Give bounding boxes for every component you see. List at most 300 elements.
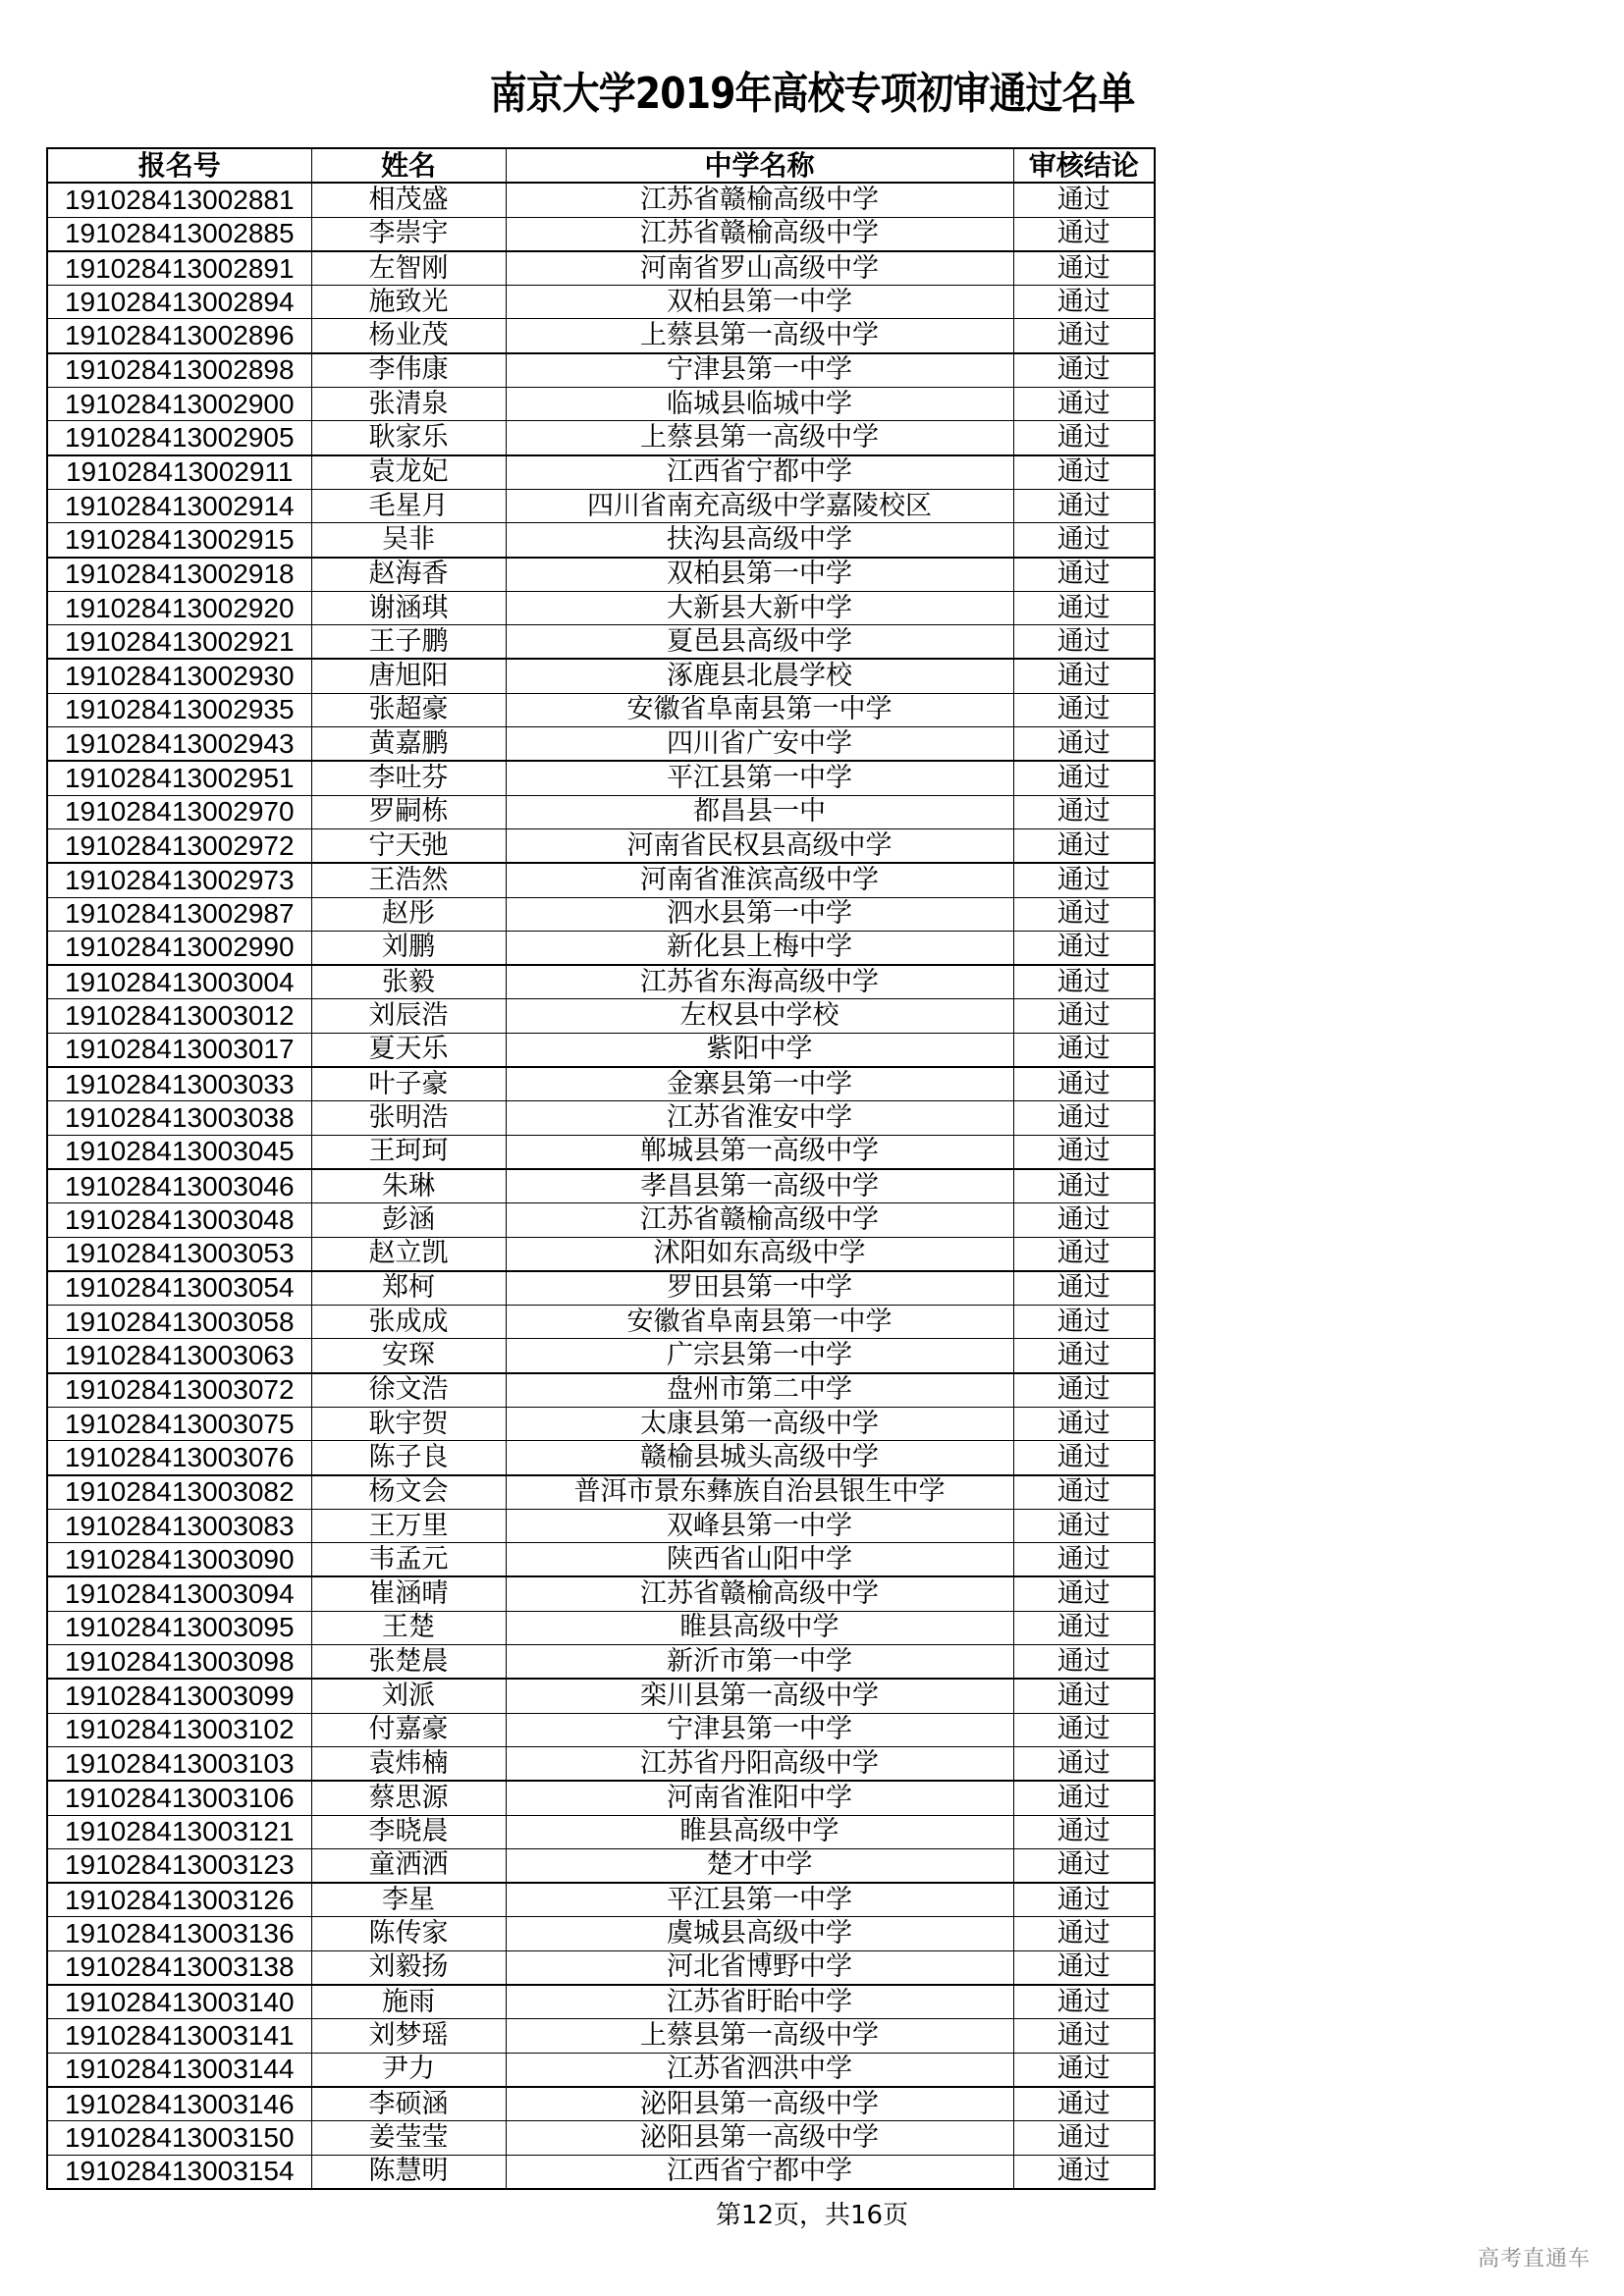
table-row — [47, 251, 1155, 286]
review-result-cell: 通过 — [1013, 1543, 1155, 1577]
review-result-cell: 通过 — [1013, 1373, 1155, 1408]
review-result-cell: 通过 — [1013, 353, 1155, 388]
review-result-cell: 通过 — [1013, 1611, 1155, 1644]
review-result-cell: 通过 — [1013, 523, 1155, 558]
student-name-cell: 蔡思源 — [311, 1781, 506, 1815]
page-number: 第12页，共16页 — [715, 2201, 909, 2230]
table-row — [47, 183, 1155, 217]
registration-number-cell: 191028413002990 — [47, 931, 311, 965]
registration-number-cell: 191028413003012 — [47, 999, 311, 1033]
review-result-cell: 通过 — [1013, 1746, 1155, 1781]
student-name-cell: 赵海香 — [311, 558, 506, 592]
registration-number-cell: 191028413002891 — [47, 251, 311, 286]
registration-number-cell: 191028413003102 — [47, 1713, 311, 1746]
school-name-cell: 都昌县一中 — [506, 795, 1013, 828]
school-name-cell: 江苏省赣榆高级中学 — [506, 217, 1013, 251]
review-result-cell: 通过 — [1013, 2053, 1155, 2087]
student-name-cell: 陈子良 — [311, 1441, 506, 1475]
registration-number-cell: 191028413003045 — [47, 1135, 311, 1169]
header-review-result: 审核结论 — [1013, 148, 1155, 183]
table-row — [47, 1475, 1155, 1510]
student-name-cell: 袁炜楠 — [311, 1746, 506, 1781]
registration-number-cell: 191028413002935 — [47, 693, 311, 726]
student-name-cell: 陈传家 — [311, 1917, 506, 1950]
registration-number-cell: 191028413003098 — [47, 1645, 311, 1680]
table-row — [47, 489, 1155, 522]
student-name-cell: 刘鹏 — [311, 931, 506, 965]
table-row — [47, 727, 1155, 762]
school-name-cell: 安徽省阜南县第一中学 — [506, 1306, 1013, 1339]
review-result-cell: 通过 — [1013, 2019, 1155, 2053]
student-name-cell: 罗嗣栋 — [311, 795, 506, 828]
review-result-cell: 通过 — [1013, 319, 1155, 353]
student-name-cell: 李星 — [311, 1883, 506, 1917]
review-result-cell: 通过 — [1013, 1135, 1155, 1169]
table-row — [47, 421, 1155, 455]
registration-number-cell: 191028413003033 — [47, 1067, 311, 1101]
registration-number-cell: 191028413003017 — [47, 1033, 311, 1067]
table-row — [47, 999, 1155, 1033]
table-row — [47, 1950, 1155, 1985]
review-result-cell: 通过 — [1013, 1203, 1155, 1237]
student-name-cell: 尹力 — [311, 2053, 506, 2087]
student-name-cell: 左智刚 — [311, 251, 506, 286]
student-name-cell: 张楚晨 — [311, 1645, 506, 1680]
student-name-cell: 陈慧明 — [311, 2155, 506, 2189]
school-name-cell: 江苏省淮安中学 — [506, 1101, 1013, 1135]
student-name-cell: 袁龙妃 — [311, 455, 506, 490]
table-row — [47, 353, 1155, 388]
review-result-cell: 通过 — [1013, 1306, 1155, 1339]
school-name-cell: 双柏县第一中学 — [506, 558, 1013, 592]
school-name-cell: 夏邑县高级中学 — [506, 625, 1013, 660]
student-name-cell: 叶子豪 — [311, 1067, 506, 1101]
registration-number-cell: 191028413003103 — [47, 1746, 311, 1781]
review-result-cell: 通过 — [1013, 2121, 1155, 2155]
registration-number-cell: 191028413002898 — [47, 353, 311, 388]
table-row — [47, 1271, 1155, 1306]
school-name-cell: 安徽省阜南县第一中学 — [506, 693, 1013, 726]
registration-number-cell: 191028413003063 — [47, 1339, 311, 1373]
registration-number-cell: 191028413003053 — [47, 1237, 311, 1271]
review-result-cell: 通过 — [1013, 1645, 1155, 1680]
student-name-cell: 朱琳 — [311, 1169, 506, 1203]
table-row — [47, 828, 1155, 863]
registration-number-cell: 191028413002881 — [47, 183, 311, 217]
review-result-cell: 通过 — [1013, 1441, 1155, 1475]
table-row — [47, 1067, 1155, 1101]
review-result-cell: 通过 — [1013, 1475, 1155, 1510]
student-name-cell: 张明浩 — [311, 1101, 506, 1135]
review-result-cell: 通过 — [1013, 999, 1155, 1033]
student-name-cell: 施雨 — [311, 1985, 506, 2019]
review-result-cell: 通过 — [1013, 455, 1155, 490]
table-row — [47, 1543, 1155, 1577]
review-result-cell: 通过 — [1013, 693, 1155, 726]
watermark: 高考直通车 — [1478, 2247, 1592, 2271]
student-name-cell: 王楚 — [311, 1611, 506, 1644]
review-result-cell: 通过 — [1013, 1169, 1155, 1203]
review-result-cell: 通过 — [1013, 1815, 1155, 1848]
review-result-cell: 通过 — [1013, 863, 1155, 897]
registration-number-cell: 191028413002973 — [47, 863, 311, 897]
table-row — [47, 1237, 1155, 1271]
table-row — [47, 1203, 1155, 1237]
student-name-cell: 李崇宇 — [311, 217, 506, 251]
review-result-cell: 通过 — [1013, 1950, 1155, 1985]
table-row — [47, 625, 1155, 660]
student-name-cell: 姜莹莹 — [311, 2121, 506, 2155]
roster-body — [47, 183, 1155, 2189]
review-result-cell: 通过 — [1013, 1101, 1155, 1135]
school-name-cell: 罗田县第一中学 — [506, 1271, 1013, 1306]
review-result-cell: 通过 — [1013, 1339, 1155, 1373]
review-result-cell: 通过 — [1013, 1509, 1155, 1542]
student-name-cell: 吴非 — [311, 523, 506, 558]
registration-number-cell: 191028413003123 — [47, 1848, 311, 1883]
school-name-cell: 紫阳中学 — [506, 1033, 1013, 1067]
table-row — [47, 2087, 1155, 2121]
school-name-cell: 新化县上梅中学 — [506, 931, 1013, 965]
student-name-cell: 赵立凯 — [311, 1237, 506, 1271]
table-row — [47, 1306, 1155, 1339]
school-name-cell: 平江县第一中学 — [506, 1883, 1013, 1917]
table-header-row — [47, 148, 1155, 183]
table-row — [47, 2053, 1155, 2087]
review-result-cell: 通过 — [1013, 1067, 1155, 1101]
table-row — [47, 1033, 1155, 1067]
review-result-cell: 通过 — [1013, 1407, 1155, 1440]
registration-number-cell: 191028413003126 — [47, 1883, 311, 1917]
school-name-cell: 泗水县第一中学 — [506, 897, 1013, 931]
table-row — [47, 761, 1155, 795]
registration-number-cell: 191028413002896 — [47, 319, 311, 353]
student-name-cell: 杨文会 — [311, 1475, 506, 1510]
registration-number-cell: 191028413003048 — [47, 1203, 311, 1237]
table-row — [47, 1611, 1155, 1644]
table-row — [47, 286, 1155, 319]
registration-number-cell: 191028413003046 — [47, 1169, 311, 1203]
review-result-cell: 通过 — [1013, 421, 1155, 455]
table-row — [47, 1169, 1155, 1203]
table-row — [47, 319, 1155, 353]
school-name-cell: 江苏省泗洪中学 — [506, 2053, 1013, 2087]
school-name-cell: 上蔡县第一高级中学 — [506, 421, 1013, 455]
review-result-cell: 通过 — [1013, 286, 1155, 319]
review-result-cell: 通过 — [1013, 217, 1155, 251]
school-name-cell: 四川省广安中学 — [506, 727, 1013, 762]
school-name-cell: 楚才中学 — [506, 1848, 1013, 1883]
student-name-cell: 王浩然 — [311, 863, 506, 897]
school-name-cell: 新沂市第一中学 — [506, 1645, 1013, 1680]
review-result-cell: 通过 — [1013, 1917, 1155, 1950]
table-row — [47, 217, 1155, 251]
student-name-cell: 韦孟元 — [311, 1543, 506, 1577]
student-name-cell: 唐旭阳 — [311, 659, 506, 693]
school-name-cell: 河南省淮滨高级中学 — [506, 863, 1013, 897]
review-result-cell: 通过 — [1013, 1576, 1155, 1611]
school-name-cell: 涿鹿县北晨学校 — [506, 659, 1013, 693]
school-name-cell: 江苏省丹阳高级中学 — [506, 1746, 1013, 1781]
school-name-cell: 江苏省盱眙中学 — [506, 1985, 1013, 2019]
school-name-cell: 四川省南充高级中学嘉陵校区 — [506, 489, 1013, 522]
table-row — [47, 1509, 1155, 1542]
student-name-cell: 徐文浩 — [311, 1373, 506, 1408]
table-row — [47, 1101, 1155, 1135]
student-name-cell: 刘毅扬 — [311, 1950, 506, 1985]
table-row — [47, 659, 1155, 693]
student-name-cell: 谢涵琪 — [311, 591, 506, 624]
registration-number-cell: 191028413003146 — [47, 2087, 311, 2121]
student-name-cell: 赵彤 — [311, 897, 506, 931]
school-name-cell: 扶沟县高级中学 — [506, 523, 1013, 558]
header-school-name: 中学名称 — [506, 148, 1013, 183]
review-result-cell: 通过 — [1013, 1985, 1155, 2019]
table-row — [47, 1746, 1155, 1781]
review-result-cell: 通过 — [1013, 2087, 1155, 2121]
school-name-cell: 平江县第一中学 — [506, 761, 1013, 795]
school-name-cell: 赣榆县城头高级中学 — [506, 1441, 1013, 1475]
registration-number-cell: 191028413003058 — [47, 1306, 311, 1339]
school-name-cell: 河南省民权县高级中学 — [506, 828, 1013, 863]
student-name-cell: 毛星月 — [311, 489, 506, 522]
roster-table — [46, 147, 1156, 2190]
table-row — [47, 1339, 1155, 1373]
review-result-cell: 通过 — [1013, 489, 1155, 522]
student-name-cell: 李晓晨 — [311, 1815, 506, 1848]
table-row — [47, 388, 1155, 421]
student-name-cell: 杨业茂 — [311, 319, 506, 353]
review-result-cell: 通过 — [1013, 388, 1155, 421]
review-result-cell: 通过 — [1013, 828, 1155, 863]
student-name-cell: 李伟康 — [311, 353, 506, 388]
school-name-cell: 泌阳县第一高级中学 — [506, 2121, 1013, 2155]
table-row — [47, 693, 1155, 726]
registration-number-cell: 191028413002894 — [47, 286, 311, 319]
registration-number-cell: 191028413002930 — [47, 659, 311, 693]
table-row — [47, 455, 1155, 490]
registration-number-cell: 191028413003095 — [47, 1611, 311, 1644]
review-result-cell: 通过 — [1013, 183, 1155, 217]
table-row — [47, 1407, 1155, 1440]
student-name-cell: 刘派 — [311, 1679, 506, 1713]
registration-number-cell: 191028413003150 — [47, 2121, 311, 2155]
registration-number-cell: 191028413003054 — [47, 1271, 311, 1306]
student-name-cell: 张超豪 — [311, 693, 506, 726]
student-name-cell: 付嘉豪 — [311, 1713, 506, 1746]
table-row — [47, 795, 1155, 828]
registration-number-cell: 191028413003075 — [47, 1407, 311, 1440]
registration-number-cell: 191028413002987 — [47, 897, 311, 931]
student-name-cell: 安琛 — [311, 1339, 506, 1373]
student-name-cell: 宁天弛 — [311, 828, 506, 863]
registration-number-cell: 191028413003090 — [47, 1543, 311, 1577]
registration-number-cell: 191028413003106 — [47, 1781, 311, 1815]
table-row — [47, 1985, 1155, 2019]
school-name-cell: 泌阳县第一高级中学 — [506, 2087, 1013, 2121]
school-name-cell: 上蔡县第一高级中学 — [506, 2019, 1013, 2053]
registration-number-cell: 191028413003136 — [47, 1917, 311, 1950]
review-result-cell: 通过 — [1013, 897, 1155, 931]
school-name-cell: 上蔡县第一高级中学 — [506, 319, 1013, 353]
review-result-cell: 通过 — [1013, 1781, 1155, 1815]
table-row — [47, 1645, 1155, 1680]
student-name-cell: 相茂盛 — [311, 183, 506, 217]
registration-number-cell: 191028413003154 — [47, 2155, 311, 2189]
school-name-cell: 沭阳如东高级中学 — [506, 1237, 1013, 1271]
school-name-cell: 江苏省赣榆高级中学 — [506, 183, 1013, 217]
table-row — [47, 1815, 1155, 1848]
review-result-cell: 通过 — [1013, 2155, 1155, 2189]
table-row — [47, 863, 1155, 897]
school-name-cell: 虞城县高级中学 — [506, 1917, 1013, 1950]
registration-number-cell: 191028413003141 — [47, 2019, 311, 2053]
school-name-cell: 陕西省山阳中学 — [506, 1543, 1013, 1577]
student-name-cell: 刘辰浩 — [311, 999, 506, 1033]
registration-number-cell: 191028413002951 — [47, 761, 311, 795]
school-name-cell: 宁津县第一中学 — [506, 1713, 1013, 1746]
table-row — [47, 1781, 1155, 1815]
table-row — [47, 591, 1155, 624]
review-result-cell: 通过 — [1013, 1237, 1155, 1271]
registration-number-cell: 191028413002905 — [47, 421, 311, 455]
student-name-cell: 彭涵 — [311, 1203, 506, 1237]
table-row — [47, 2155, 1155, 2189]
school-name-cell: 河南省罗山高级中学 — [506, 251, 1013, 286]
school-name-cell: 河南省淮阳中学 — [506, 1781, 1013, 1815]
student-name-cell: 张成成 — [311, 1306, 506, 1339]
student-name-cell: 耿家乐 — [311, 421, 506, 455]
registration-number-cell: 191028413002914 — [47, 489, 311, 522]
student-name-cell: 刘梦瑶 — [311, 2019, 506, 2053]
registration-number-cell: 191028413003072 — [47, 1373, 311, 1408]
registration-number-cell: 191028413003144 — [47, 2053, 311, 2087]
student-name-cell: 夏天乐 — [311, 1033, 506, 1067]
registration-number-cell: 191028413003140 — [47, 1985, 311, 2019]
school-name-cell: 临城县临城中学 — [506, 388, 1013, 421]
registration-number-cell: 191028413002918 — [47, 558, 311, 592]
table-row — [47, 1135, 1155, 1169]
student-name-cell: 郑柯 — [311, 1271, 506, 1306]
registration-number-cell: 191028413002885 — [47, 217, 311, 251]
registration-number-cell: 191028413002915 — [47, 523, 311, 558]
student-name-cell: 黄嘉鹏 — [311, 727, 506, 762]
school-name-cell: 江苏省赣榆高级中学 — [506, 1576, 1013, 1611]
table-row — [47, 1373, 1155, 1408]
school-name-cell: 双柏县第一中学 — [506, 286, 1013, 319]
table-row — [47, 523, 1155, 558]
table-row — [47, 558, 1155, 592]
review-result-cell: 通过 — [1013, 251, 1155, 286]
review-result-cell: 通过 — [1013, 1033, 1155, 1067]
school-name-cell: 江西省宁都中学 — [506, 455, 1013, 490]
student-name-cell: 张毅 — [311, 965, 506, 999]
student-name-cell: 王珂珂 — [311, 1135, 506, 1169]
registration-number-cell: 191028413003038 — [47, 1101, 311, 1135]
school-name-cell: 栾川县第一高级中学 — [506, 1679, 1013, 1713]
school-name-cell: 大新县大新中学 — [506, 591, 1013, 624]
review-result-cell: 通过 — [1013, 965, 1155, 999]
registration-number-cell: 191028413002900 — [47, 388, 311, 421]
table-row — [47, 2121, 1155, 2155]
registration-number-cell: 191028413002943 — [47, 727, 311, 762]
student-name-cell: 王子鹏 — [311, 625, 506, 660]
registration-number-cell: 191028413002911 — [47, 455, 311, 490]
review-result-cell: 通过 — [1013, 1883, 1155, 1917]
review-result-cell: 通过 — [1013, 761, 1155, 795]
school-name-cell: 太康县第一高级中学 — [506, 1407, 1013, 1440]
school-name-cell: 广宗县第一中学 — [506, 1339, 1013, 1373]
school-name-cell: 睢县高级中学 — [506, 1611, 1013, 1644]
registration-number-cell: 191028413003094 — [47, 1576, 311, 1611]
header-name: 姓名 — [311, 148, 506, 183]
review-result-cell: 通过 — [1013, 1848, 1155, 1883]
school-name-cell: 金寨县第一中学 — [506, 1067, 1013, 1101]
student-name-cell: 张清泉 — [311, 388, 506, 421]
table-row — [47, 1713, 1155, 1746]
registration-number-cell: 191028413003076 — [47, 1441, 311, 1475]
student-name-cell: 李硕涵 — [311, 2087, 506, 2121]
school-name-cell: 江西省宁都中学 — [506, 2155, 1013, 2189]
registration-number-cell: 191028413003099 — [47, 1679, 311, 1713]
table-row — [47, 965, 1155, 999]
school-name-cell: 双峰县第一中学 — [506, 1509, 1013, 1542]
page-title: 南京大学2019年高校专项初审通过名单 — [489, 69, 1135, 119]
registration-number-cell: 191028413003138 — [47, 1950, 311, 1985]
school-name-cell: 普洱市景东彝族自治县银生中学 — [506, 1475, 1013, 1510]
school-name-cell: 睢县高级中学 — [506, 1815, 1013, 1848]
table-row — [47, 1917, 1155, 1950]
table-row — [47, 931, 1155, 965]
registration-number-cell: 191028413002920 — [47, 591, 311, 624]
review-result-cell: 通过 — [1013, 1713, 1155, 1746]
table-row — [47, 1441, 1155, 1475]
school-name-cell: 河北省博野中学 — [506, 1950, 1013, 1985]
registration-number-cell: 191028413003082 — [47, 1475, 311, 1510]
table-row — [47, 1576, 1155, 1611]
school-name-cell: 江苏省赣榆高级中学 — [506, 1203, 1013, 1237]
table-row — [47, 2019, 1155, 2053]
review-result-cell: 通过 — [1013, 625, 1155, 660]
student-name-cell: 王万里 — [311, 1509, 506, 1542]
registration-number-cell: 191028413002972 — [47, 828, 311, 863]
student-name-cell: 李吐芬 — [311, 761, 506, 795]
student-name-cell: 崔涵晴 — [311, 1576, 506, 1611]
school-name-cell: 盘州市第二中学 — [506, 1373, 1013, 1408]
review-result-cell: 通过 — [1013, 558, 1155, 592]
registration-number-cell: 191028413003083 — [47, 1509, 311, 1542]
registration-number-cell: 191028413003121 — [47, 1815, 311, 1848]
review-result-cell: 通过 — [1013, 795, 1155, 828]
table-row — [47, 1883, 1155, 1917]
header-registration-number: 报名号 — [47, 148, 311, 183]
school-name-cell: 左权县中学校 — [506, 999, 1013, 1033]
review-result-cell: 通过 — [1013, 931, 1155, 965]
student-name-cell: 耿宇贺 — [311, 1407, 506, 1440]
table-row — [47, 1679, 1155, 1713]
review-result-cell: 通过 — [1013, 1271, 1155, 1306]
school-name-cell: 郸城县第一高级中学 — [506, 1135, 1013, 1169]
table-row — [47, 1848, 1155, 1883]
school-name-cell: 宁津县第一中学 — [506, 353, 1013, 388]
registration-number-cell: 191028413002970 — [47, 795, 311, 828]
student-name-cell: 童洒洒 — [311, 1848, 506, 1883]
school-name-cell: 江苏省东海高级中学 — [506, 965, 1013, 999]
review-result-cell: 通过 — [1013, 591, 1155, 624]
review-result-cell: 通过 — [1013, 659, 1155, 693]
registration-number-cell: 191028413002921 — [47, 625, 311, 660]
review-result-cell: 通过 — [1013, 727, 1155, 762]
